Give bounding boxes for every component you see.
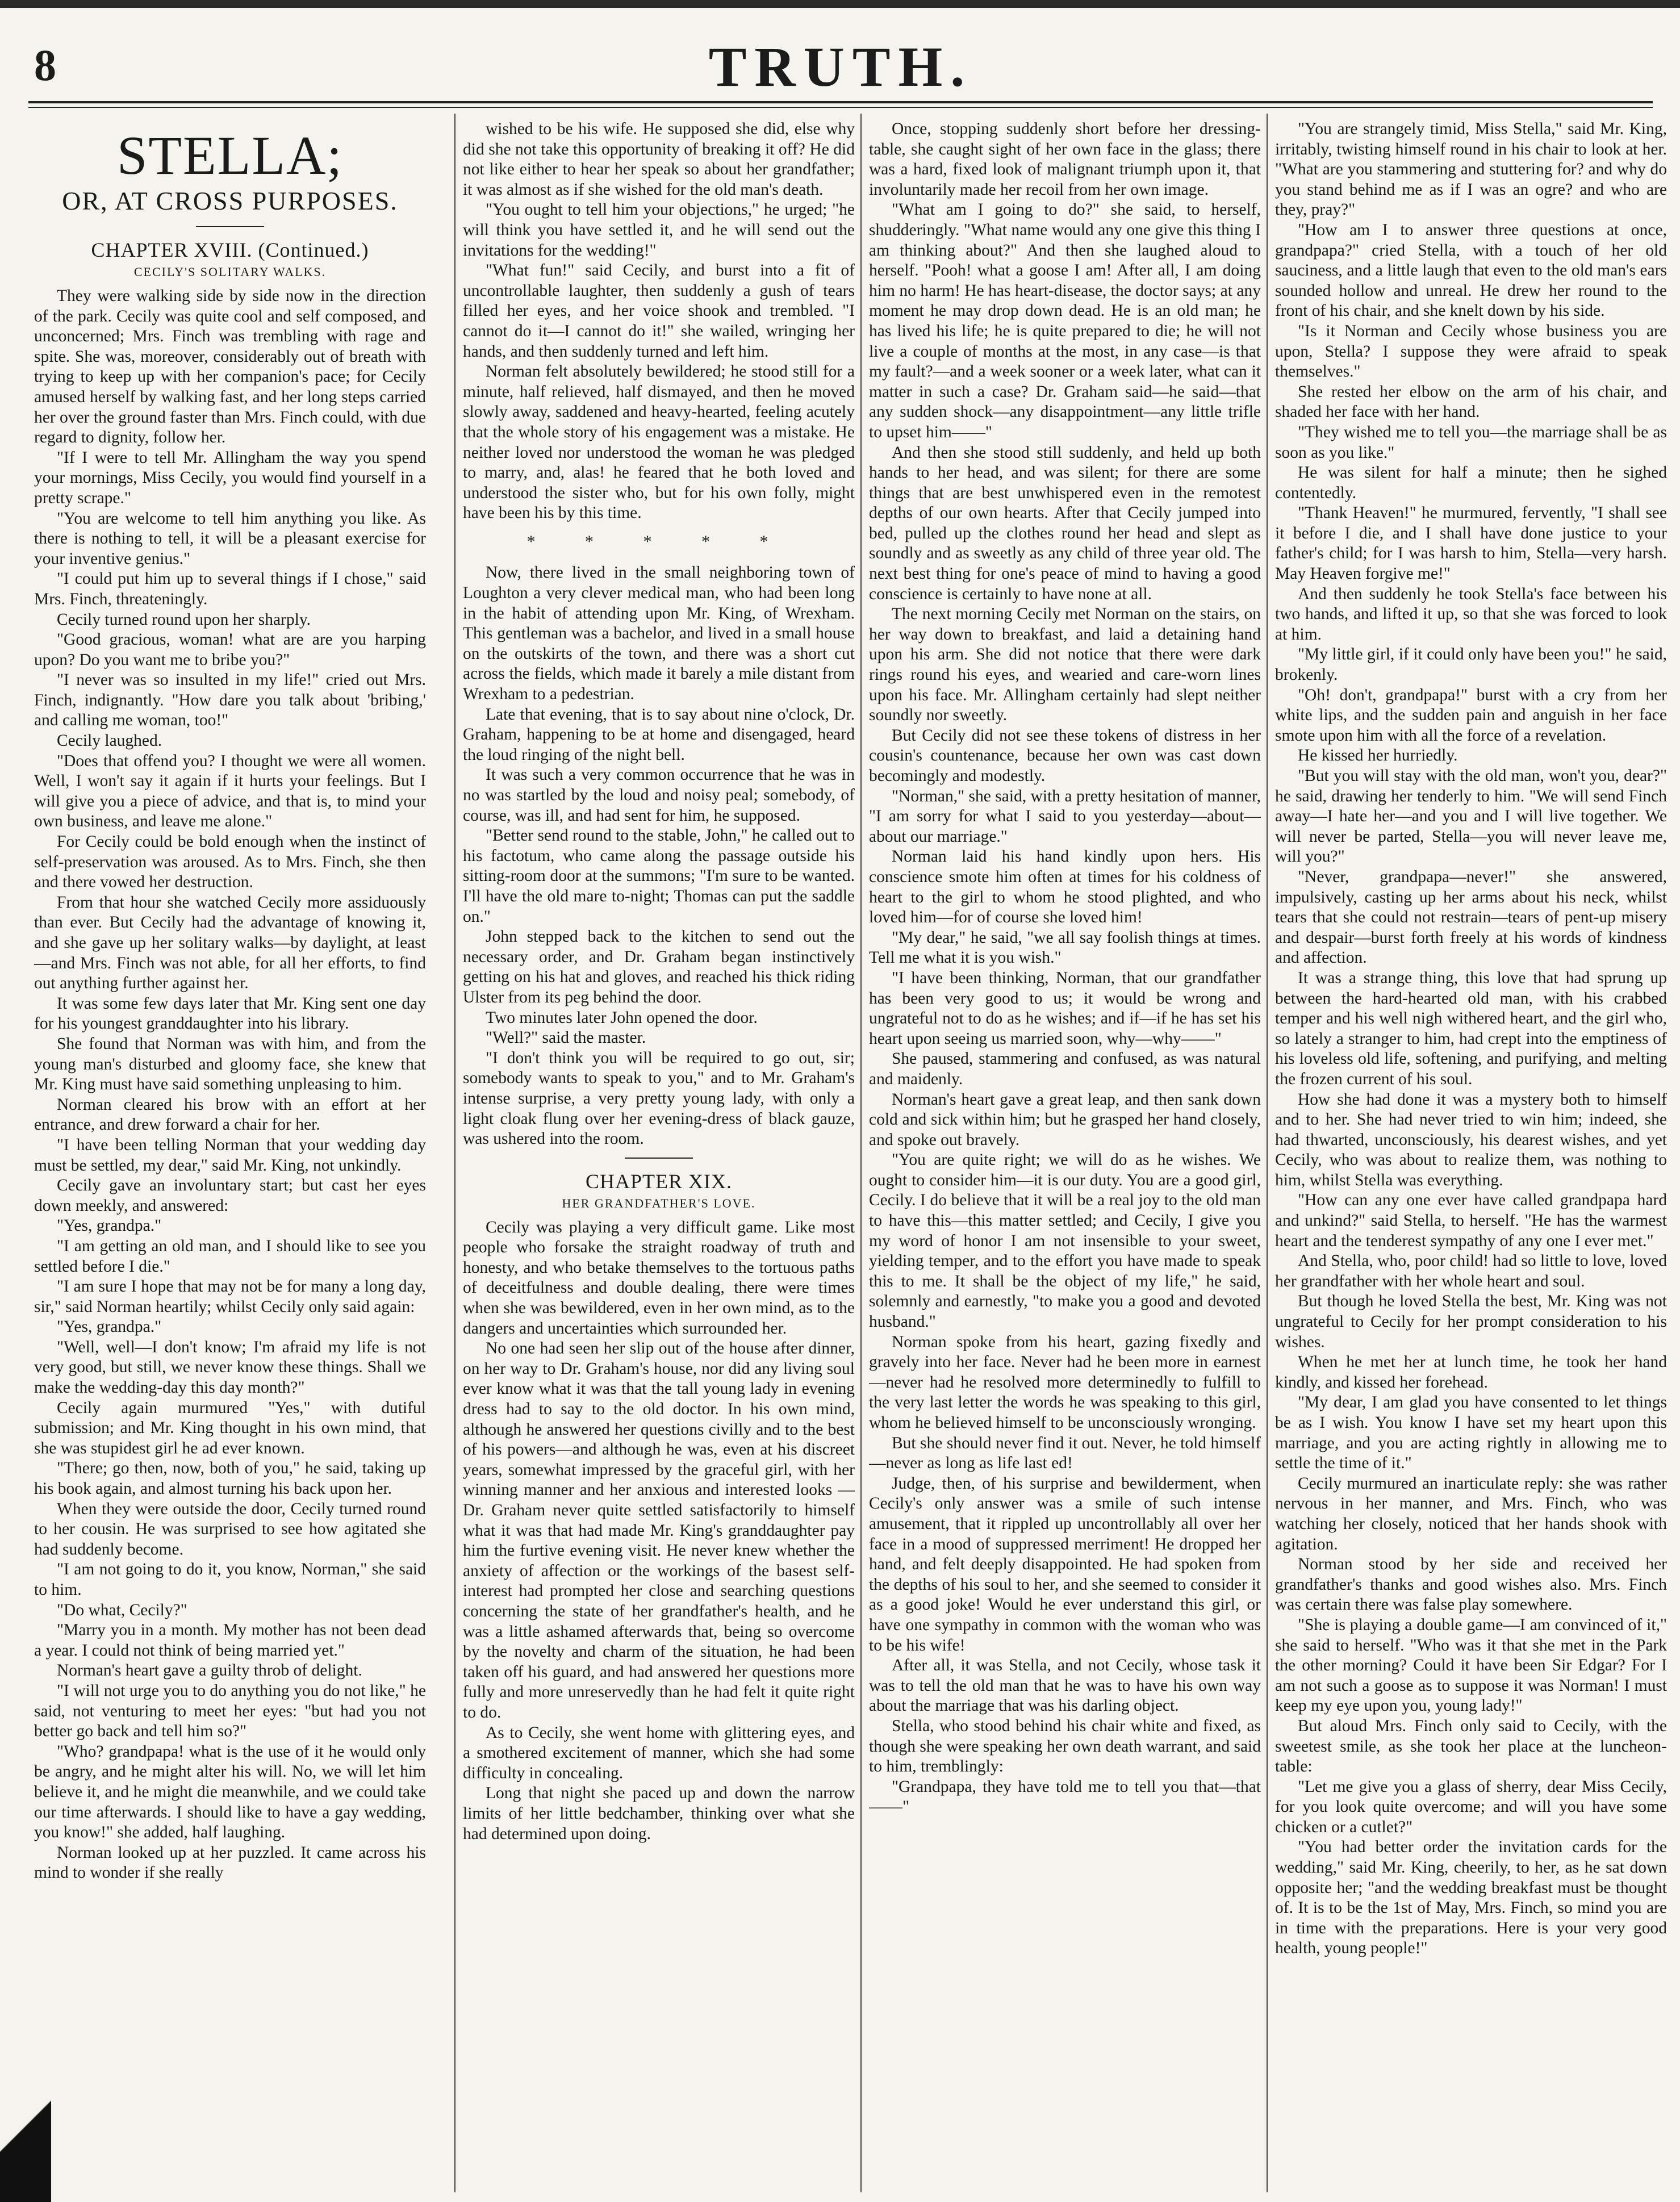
- article-paragraph: But aloud Mrs. Finch only said to Cecily, with the sweetest smile, as she took her place at the luncheon-table:: [1275, 1716, 1667, 1776]
- article-paragraph: "She is playing a double game—I am convinced of it," she said to herself. "Who was it that she met in the Park the other morning? Could it have been Sir Edgar? For I am not such a goose as to suppose it was Norman! I must keep my eye upon you, young lady!": [1275, 1615, 1667, 1715]
- article-paragraph: He kissed her hurriedly.: [1298, 746, 1458, 765]
- chapter-rule: [625, 1158, 693, 1159]
- article-paragraph: "If I were to tell Mr. Allingham the way you spend your mornings, Miss Cecily, you would find yourself in a pretty scrape.": [34, 448, 426, 507]
- article-paragraph: "Do what, Cecily?": [57, 1601, 187, 1619]
- article-paragraph: She found that Norman was with him, and from the young man's disturbed and gloomy face, she knew that Mr. King must have said something unpleasing to him.: [34, 1034, 426, 1094]
- article-column-3: [869, 119, 1261, 2187]
- article-paragraph: Norman laid his hand kindly upon hers. His conscience smote him often at times for his coldness of heart to the girl to whom he stood plighted, and who loved him—for of course she loved him!: [869, 847, 1261, 927]
- article-paragraph: "Yes, grandpa.": [57, 1318, 162, 1336]
- article-paragraph: Norman stood by her side and received her grandfather's thanks and good wishes also. Mrs. Finch was certain there was false play somewhere.: [1275, 1555, 1667, 1614]
- article-paragraph: No one had seen her slip out of the house after dinner, on her way to Dr. Graham's house, nor did any living soul ever know what it was that the tall young lady in evening dress had to say to the old doctor. In his own mind, although he answered her questions civilly and to the best of his powers—and although he was, even at his discreet years, somewhat impressed by the graceful girl, with her winning manner and her anxious and interested looks — Dr. Graham never quite settled satisfactorily to himself what it was that had made Mr. King's granddaughter pay him the furtive evening visit. He never knew whether the anxiety of affection or the workings of the basest self-interest had prompted her close and searching questions concerning the state of her grandfather's health, and he was a little ashamed afterwards that, being so overcome by the novelty and charm of the situation, he had been taken off his guard, and had answered her questions more fully and more unreservedly than he had felt it quite right to do.: [463, 1339, 855, 1722]
- page-number: 8: [34, 40, 56, 90]
- article-paragraph: "I have been thinking, Norman, that our grandfather has been very good to us; it would be wrong and ungrateful not to do as he wishes; and if—if he has set his heart upon seeing us married soon, why—why——": [869, 968, 1261, 1048]
- article-paragraph: wished to be his wife. He supposed she did, else why did she not take this opportunity of breaking it off? He did not like either to hear her speak so about her grandfather; it was almost as if she wished for the old man's death.: [463, 120, 855, 199]
- article-paragraph: "But you will stay with the old man, won't you, dear?" he said, drawing her tenderly to him. "We will send Finch away—I hate her—and you and I will live together. We will never be parted, Stella—you will never leave me, will you?": [1275, 767, 1667, 866]
- article-paragraph: "You are strangely timid, Miss Stella," said Mr. King, irritably, twisting himself round in his chair to look at her. "What are you stammering and stuttering for? and why do you stand behind me as if I was an ogre? and who are they, pray?": [1275, 120, 1667, 219]
- article-paragraph: "What am I going to do?" she said, to herself, shudderingly. "What name would any one give this thing I am thinking about?" And then she laughed aloud to herself. "Pooh! what a goose I am! After all, I am doing him no harm! He has heart-disease, the doctor says; at any moment he may drop down dead. He is an old man; he has lived his life; he is quite prepared to die; he will not live a couple of months at the most, in any case—is that my fault?—and a week sooner or a week later, what can it matter in such a case? Dr. Graham said—he said—that any sudden shock—any disappointment—any little trifle to upset him——": [869, 200, 1261, 441]
- article-paragraph: "Thank Heaven!" he murmured, fervently, "I shall see it before I die, and I shall have done justice to your father's child; for I was harsh to him, Stella—very harsh. May Heaven forgive me!": [1275, 504, 1667, 583]
- article-paragraph: But though he loved Stella the best, Mr. King was not ungrateful to Cecily for her prompt consideration to his wishes.: [1275, 1292, 1667, 1351]
- article-paragraph: As to Cecily, she went home with glittering eyes, and a smothered excitement of manner, which she had some difficulty in concealing.: [463, 1723, 855, 1782]
- article-paragraph: Cecily gave an involuntary start; but cast her eyes down meekly, and answered:: [34, 1176, 426, 1215]
- article-paragraph: Norman looked up at her puzzled. It came across his mind to wonder if she really: [34, 1843, 426, 1882]
- article-paragraph: Cecily turned round upon her sharply.: [57, 610, 311, 629]
- article-paragraph: "Never, grandpapa—never!" she answered, impulsively, casting up her arms about his neck, whilst tears that she could not restrain—tears of pent-up misery and despair—burst forth freely at his words of kindness and affection.: [1275, 867, 1667, 967]
- article-paragraph: Cecily was playing a very difficult game. Like most people who forsake the straight roadway of truth and honesty, and who betake themselves to the tortuous paths of deceitfulness and double dealing, there were times when she was bewildered, even in her own mind, as to the dangers and uncertainties which surrounded her.: [463, 1218, 855, 1338]
- story-subtitle: OR, AT CROSS PURPOSES.: [62, 186, 398, 215]
- article-paragraph: "I could put him up to several things if I chose," said Mrs. Finch, threateningly.: [34, 570, 426, 608]
- article-paragraph: "Well?" said the master.: [486, 1029, 646, 1047]
- article-paragraph: He was silent for half a minute; then he sighed contentedly.: [1275, 463, 1667, 502]
- article-paragraph: And then she stood still suddenly, and held up both hands to her head, and was silent; for there are some things that are best unwhispered even in the remotest depths of our own hearts. After that Cecily jumped into bed, pulled up the clothes round her head and slept as soundly and as sweetly as any child of three year old. The next best thing for one's peace of mind to having a good conscience is certainly to have none at all.: [869, 443, 1261, 603]
- article-paragraph: And then suddenly he took Stella's face between his two hands, and lifted it up, so that she was forced to look at him.: [1275, 584, 1667, 644]
- article-paragraph: "I never was so insulted in my life!" cried out Mrs. Finch, indignantly. "How dare you talk about 'bribing,' and calling me woman, too!": [34, 671, 426, 730]
- article-paragraph: She rested her elbow on the arm of his chair, and shaded her face with her hand.: [1275, 382, 1667, 421]
- article-paragraph: When they were outside the door, Cecily turned round to her cousin. He was surprised to see how agitated she had suddenly become.: [34, 1499, 426, 1558]
- article-paragraph: Cecily murmured an inarticulate reply: she was rather nervous in her manner, and Mrs. Finch, who was watching her closely, noticed that her hands shook with agitation.: [1275, 1474, 1667, 1553]
- article-paragraph: Two minutes later John opened the door.: [486, 1008, 758, 1027]
- chapter-subheading: CECILY'S SOLITARY WALKS.: [133, 265, 327, 279]
- article-paragraph: It was such a very common occurrence that he was in no was startled by the loud and noisy peal; somebody, of course, was ill, and had sent for him, he supposed.: [463, 766, 855, 825]
- article-paragraph: "Better send round to the stable, John," he called out to his factotum, who came along the passage outside his sitting-room door at the summons; "I'm sure to be wanted. I'll have the old mare to-night; Thomas can put the saddle on.": [463, 826, 855, 926]
- article-paragraph: But she should never find it out. Never, he told himself—never as long as life last ed!: [869, 1434, 1261, 1473]
- article-paragraph: Now, there lived in the small neighboring town of Loughton a very clever medical man, who had been long in the habit of attending upon Mr. King, of Wrexham. This gentleman was a bachelor, and lived in a small house on the outskirts of the town, and there was a short cut across the fields, which made it barely a mile distant from Wrexham to a pedestrian.: [463, 563, 855, 704]
- article-paragraph: Once, stopping suddenly short before her dressing-table, she caught sight of her own face in the glass; there was a hard, fixed look of malignant triumph upon it, that involuntarily made her recoil from her own image.: [869, 120, 1261, 199]
- scan-top-edge: [0, 0, 1680, 8]
- article-paragraph: "Does that offend you? I thought we were all women. Well, I won't say it again if it hurts your feelings. But I will give you a piece of advice, and that is, to mind your own business, and leave me alone.": [34, 751, 426, 831]
- article-paragraph: "Grandpapa, they have told me to tell you that—that——": [869, 1777, 1261, 1816]
- article-paragraph: Norman felt absolutely bewildered; he stood still for a minute, half relieved, half dismayed, and then he moved slowly away, saddened and heavy-hearted, feeling acutely that the whole story of his engagement was a mistake. He neither loved nor understood the woman he was pledged to marry, and, alas! he feared that he both loved and understood the sister who, but for his own folly, might have been his by this time.: [463, 362, 855, 523]
- masthead-rule: [28, 101, 1653, 103]
- article-paragraph: John stepped back to the kitchen to send out the necessary order, and Dr. Graham began instinctively getting on his hat and gloves, and reached his thick riding Ulster from its peg behind the door.: [463, 927, 855, 1006]
- scan-corner-shadow: [0, 2083, 51, 2202]
- article-paragraph: From that hour she watched Cecily more assiduously than ever. But Cecily had the advantage of knowing it, and she gave up her solitary walks—by daylight, at least—and Mrs. Finch was not able, for all her efforts, to find out anything further against her.: [34, 893, 426, 993]
- article-column-1: [34, 119, 426, 2187]
- article-paragraph: Norman spoke from his heart, gazing fixedly and gravely into her face. Never had he been more in earnest—never had he resolved more determinedly to fulfill to the very last letter the words he was speaking to this girl, whom he believed himself to be unconsciously wronging.: [869, 1332, 1261, 1432]
- article-paragraph: Long that night she paced up and down the narrow limits of her little bedchamber, thinking over what she had determined upon doing.: [463, 1784, 855, 1843]
- story-title: STELLA;: [117, 125, 343, 186]
- article-paragraph: "Marry you in a month. My mother has not been dead a year. I could not think of being married yet.": [34, 1621, 426, 1660]
- chapter-heading: CHAPTER XIX.: [585, 1169, 732, 1193]
- article-paragraph: "They wished me to tell you—the marriage shall be as soon as you like.": [1275, 423, 1667, 462]
- article-paragraph: "Norman," she said, with a pretty hesitation of manner, "I am sorry for what I said to you yesterday—about—about our marriage.": [869, 787, 1261, 846]
- title-rule: [196, 226, 264, 227]
- article-column-2: [463, 119, 855, 2187]
- article-paragraph: "Oh! don't, grandpapa!" burst with a cry from her white lips, and the sudden pain and anguish in her face smote upon him with all the force of a revelation.: [1275, 686, 1667, 745]
- article-paragraph: And Stella, who, poor child! had so little to love, loved her grandfather with her whole heart and soul.: [1275, 1252, 1667, 1290]
- article-paragraph: "My little girl, if it could only have been you!" he said, brokenly.: [1275, 645, 1667, 684]
- section-separator: * * * * *: [526, 532, 791, 551]
- article-paragraph: After all, it was Stella, and not Cecily, whose task it was to tell the old man that he was to have his own way about the marriage that was his darling object.: [869, 1656, 1261, 1715]
- column-divider: [1267, 114, 1268, 2192]
- article-paragraph: "Who? grandpapa! what is the use of it he would only be angry, and he might alter his will. No, we will let him believe it, and he might die meanwhile, and we could take our time afterwards. I should like to have a gay wedding, you know!" she added, half laughing.: [34, 1742, 426, 1842]
- article-paragraph: But Cecily did not see these tokens of distress in her cousin's countenance, because her own was cast down becomingly and modestly.: [869, 726, 1261, 785]
- chapter-subheading: HER GRANDFATHER'S LOVE.: [562, 1196, 756, 1210]
- article-paragraph: Late that evening, that is to say about nine o'clock, Dr. Graham, happening to be at home and disengaged, heard the loud ringing of the night bell.: [463, 705, 855, 764]
- article-paragraph: "How am I to answer three questions at once, grandpapa?" cried Stella, with a touch of her old sauciness, and a little laugh that even to the old man's ears sounded hollow and unreal. He drew her round to the front of his chair, and she knelt down by his side.: [1275, 220, 1667, 320]
- article-paragraph: "You are welcome to tell him anything you like. As there is nothing to tell, it will be a pleasant exercise for your inventive genius.": [34, 509, 426, 568]
- article-column-4: [1275, 119, 1667, 2187]
- masthead-rule-thin: [28, 107, 1653, 108]
- article-paragraph: "I am getting an old man, and I should like to see you settled before I die.": [34, 1236, 426, 1276]
- article-paragraph: It was some few days later that Mr. King sent one day for his youngest granddaughter into his library.: [34, 994, 426, 1033]
- chapter-heading: CHAPTER XVIII. (Continued.): [91, 239, 369, 261]
- article-paragraph: "I am not going to do it, you know, Norman," she said to him.: [34, 1560, 426, 1599]
- article-paragraph: "I will not urge you to do anything you do not like," he said, not venturing to meet her eyes: "but had you not better go back and tell him so?": [34, 1681, 426, 1741]
- article-paragraph: "My dear," he said, "we all say foolish things at times. Tell me what it is you wish.": [869, 928, 1261, 967]
- article-paragraph: "Good gracious, woman! what are are you harping upon? Do you want me to bribe you?": [34, 630, 426, 669]
- article-paragraph: She paused, stammering and confused, as was natural and maidenly.: [869, 1050, 1261, 1088]
- article-paragraph: "Yes, grandpa.": [57, 1217, 162, 1235]
- article-paragraph: "I am sure I hope that may not be for many a long day, sir," said Norman heartily; whilst Cecily only said again:: [34, 1277, 426, 1316]
- article-paragraph: "I don't think you will be required to go out, sir; somebody wants to speak to you," and to Mr. Graham's intense surprise, a very pretty young lady, with only a light cloak flung over her evening-dress of black gauze, was ushered into the room.: [463, 1048, 855, 1148]
- article-paragraph: When he met her at lunch time, he took her hand kindly, and kissed her forehead.: [1275, 1353, 1667, 1392]
- column-divider: [454, 114, 455, 2192]
- masthead: [28, 23, 1653, 102]
- article-paragraph: "Well, well—I don't know; I'm afraid my life is not very good, but still, we never know these things. Shall we make the wedding-day this day month?": [34, 1338, 426, 1397]
- article-paragraph: The next morning Cecily met Norman on the stairs, on her way down to breakfast, and laid a detaining hand upon his arm. She did not notice that there were dark rings round his eyes, and wearied and care-worn lines upon his face. Mr. Allingham certainly had slept neither soundly nor sweetly.: [869, 605, 1261, 725]
- article-paragraph: "What fun!" said Cecily, and burst into a fit of uncontrollable laughter, then suddenly a gush of tears filled her eyes, and her voice shook and trembled. "I cannot do it—I cannot do it!" she wailed, wringing her hands, and then suddenly turned and left him.: [463, 261, 855, 361]
- article-paragraph: For Cecily could be bold enough when the instinct of self-preservation was aroused. As to Mrs. Finch, she then and there vowed her destruction.: [34, 833, 426, 892]
- article-paragraph: "My dear, I am glad you have consented to let things be as I wish. You know I have set my heart upon this marriage, and you are acting rightly in allowing me to settle the time of it.": [1275, 1393, 1667, 1473]
- article-paragraph: Cecily again murmured "Yes," with dutiful submission; and Mr. King thought in his own mind, that she was stupidest girl he ad ever known.: [34, 1398, 426, 1457]
- article-paragraph: "I have been telling Norman that your wedding day must be settled, my dear," said Mr. King, not unkindly.: [34, 1135, 426, 1175]
- article-paragraph: "Let me give you a glass of sherry, dear Miss Cecily, for you look quite overcome; and will you have some chicken or a cutlet?": [1275, 1777, 1667, 1836]
- article-paragraph: Cecily laughed.: [57, 732, 162, 750]
- article-paragraph: "How can any one ever have called grandpapa hard and unkind?" said Stella, to herself. "He has the warmest heart and the tenderest sympathy of any one I ever met.": [1275, 1191, 1667, 1250]
- newspaper-title: TRUTH.: [708, 35, 973, 98]
- column-divider: [860, 114, 862, 2192]
- article-paragraph: "You had better order the invitation cards for the wedding," said Mr. King, cheerily, to her, as he sat down opposite her; "and the wedding breakfast must be thought of. It is to be the 1st of May, Mrs. Finch, so mind you are in time with the preparations. Here is your very good health, young people!": [1275, 1838, 1667, 1958]
- article-paragraph: "Is it Norman and Cecily whose business you are upon, Stella? I suppose they were afraid to speak themselves.": [1275, 321, 1667, 381]
- article-paragraph: "There; go then, now, both of you," he said, taking up his book again, and almost turning his back upon her.: [34, 1459, 426, 1498]
- article-paragraph: Norman cleared his brow with an effort at her entrance, and drew forward a chair for her.: [34, 1095, 426, 1134]
- article-paragraph: Norman's heart gave a guilty throb of delight.: [57, 1661, 362, 1680]
- article-paragraph: They were walking side by side now in the direction of the park. Cecily was quite cool and self composed, and unconcerned; Mrs. Finch was trembling with rage and spite. She was, moreover, considerably out of breath with trying to keep up with her companion's pace; for Cecily amused herself by walking fast, and her long steps carried her over the ground faster than Mrs. Finch could, with due regard to dignity, follow her.: [34, 287, 426, 447]
- article-paragraph: Norman's heart gave a great leap, and then sank down cold and sick within him; but he grasped her hand closely, and spoke out bravely.: [869, 1090, 1261, 1149]
- article-paragraph: Judge, then, of his surprise and bewilderment, when Cecily's only answer was a smile of such intense amusement, that it rippled up uncontrollably all over her face in a mood of suppressed merriment! He dropped her hand, and felt deeply disappointed. He had spoken from the depths of his soul to her, and she seemed to consider it as a good joke! Would he ever understand this girl, or have one sympathy in common with the woman who was to be his wife!: [869, 1474, 1261, 1654]
- article-paragraph: It was a strange thing, this love that had sprung up between the hard-hearted old man, with his crabbed temper and his well nigh withered heart, and the girl who, so lately a stranger to him, had crept into the emptiness of his loveless old life, softening, and purifying, and melting the frozen current of his soul.: [1275, 968, 1667, 1088]
- article-paragraph: "You are quite right; we will do as he wishes. We ought to consider him—it is our duty. You are a good girl, Cecily. I do believe that it will be a real joy to the old man to have this—this matter settled; and Cecily, I give you my word of honor I am not insensible to your sweet, yielding temper, and to the effort you have made to speak this to me. It shall be the object of my life," he said, solemnly and earnestly, "to make you a good and devoted husband.": [869, 1151, 1261, 1331]
- article-paragraph: Stella, who stood behind his chair white and fixed, as though she were speaking her own death warrant, and said to him, tremblingly:: [869, 1716, 1261, 1776]
- article-paragraph: How she had done it was a mystery both to himself and to her. She had never tried to win him; indeed, she had thwarted, unconsciously, his dearest wishes, and yet Cecily, who was about to realize them, was nothing to him, whilst Stella was everything.: [1275, 1090, 1667, 1189]
- article-paragraph: "You ought to tell him your objections," he urged; "he will think you have settled it, and he will send out the invitations for the wedding!": [463, 200, 855, 260]
